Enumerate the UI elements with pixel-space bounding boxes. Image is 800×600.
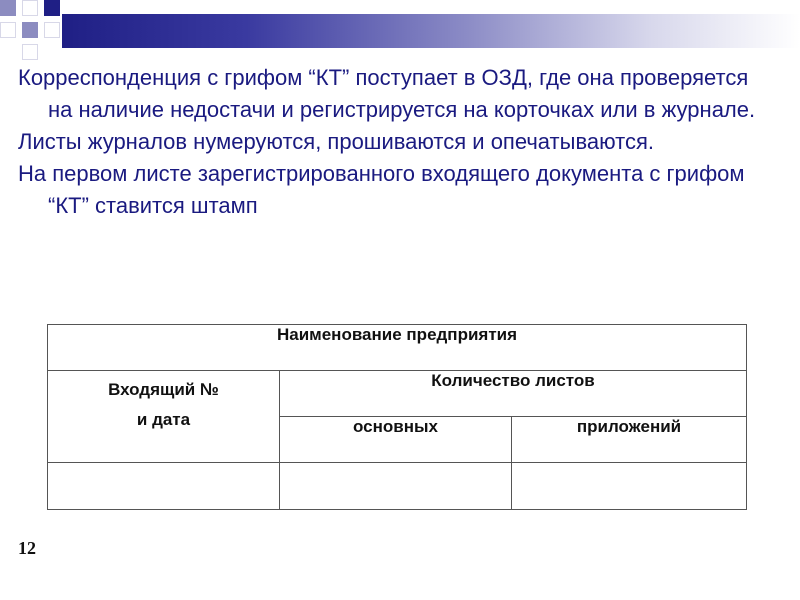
incoming-date-label: и дата [136, 410, 191, 429]
table-row [48, 463, 747, 510]
incoming-number-label: Входящий № [108, 380, 219, 399]
decor-square [44, 22, 60, 38]
incoming-number-date-cell [48, 371, 280, 463]
enterprise-name-cell: Наименование предприятия [48, 325, 747, 371]
decor-square [0, 22, 16, 38]
decor-square [0, 0, 16, 16]
header-gradient-band [62, 14, 800, 48]
decor-square [22, 22, 38, 38]
decor-square [22, 44, 38, 60]
paragraph-stamp: На первом листе зарегистрированного входящего документа с грифом “КТ” ставится штамп [18, 161, 745, 218]
decor-square [22, 0, 38, 16]
slide-body-text [18, 62, 778, 222]
paragraph-correspondence: Корреспонденция с грифом “КТ” поступает в ОЗД, где она проверяется на наличие недостачи и регистрируется на корточках или в журнале. [18, 65, 756, 122]
paragraph-journal-sheets: Листы журналов нумеруются, прошиваются и опечатываются. [18, 129, 654, 154]
decor-square [44, 0, 60, 16]
empty-cell [280, 463, 512, 510]
empty-cell [512, 463, 747, 510]
sheet-count-header-cell: Количество листов [280, 371, 747, 417]
empty-cell [48, 463, 280, 510]
stamp-table [47, 324, 747, 510]
appendices-cell: приложений [512, 417, 747, 463]
main-sheets-cell: основных [280, 417, 512, 463]
table-row [48, 371, 747, 417]
table-row [48, 325, 747, 371]
page-number: 12 [18, 538, 36, 558]
